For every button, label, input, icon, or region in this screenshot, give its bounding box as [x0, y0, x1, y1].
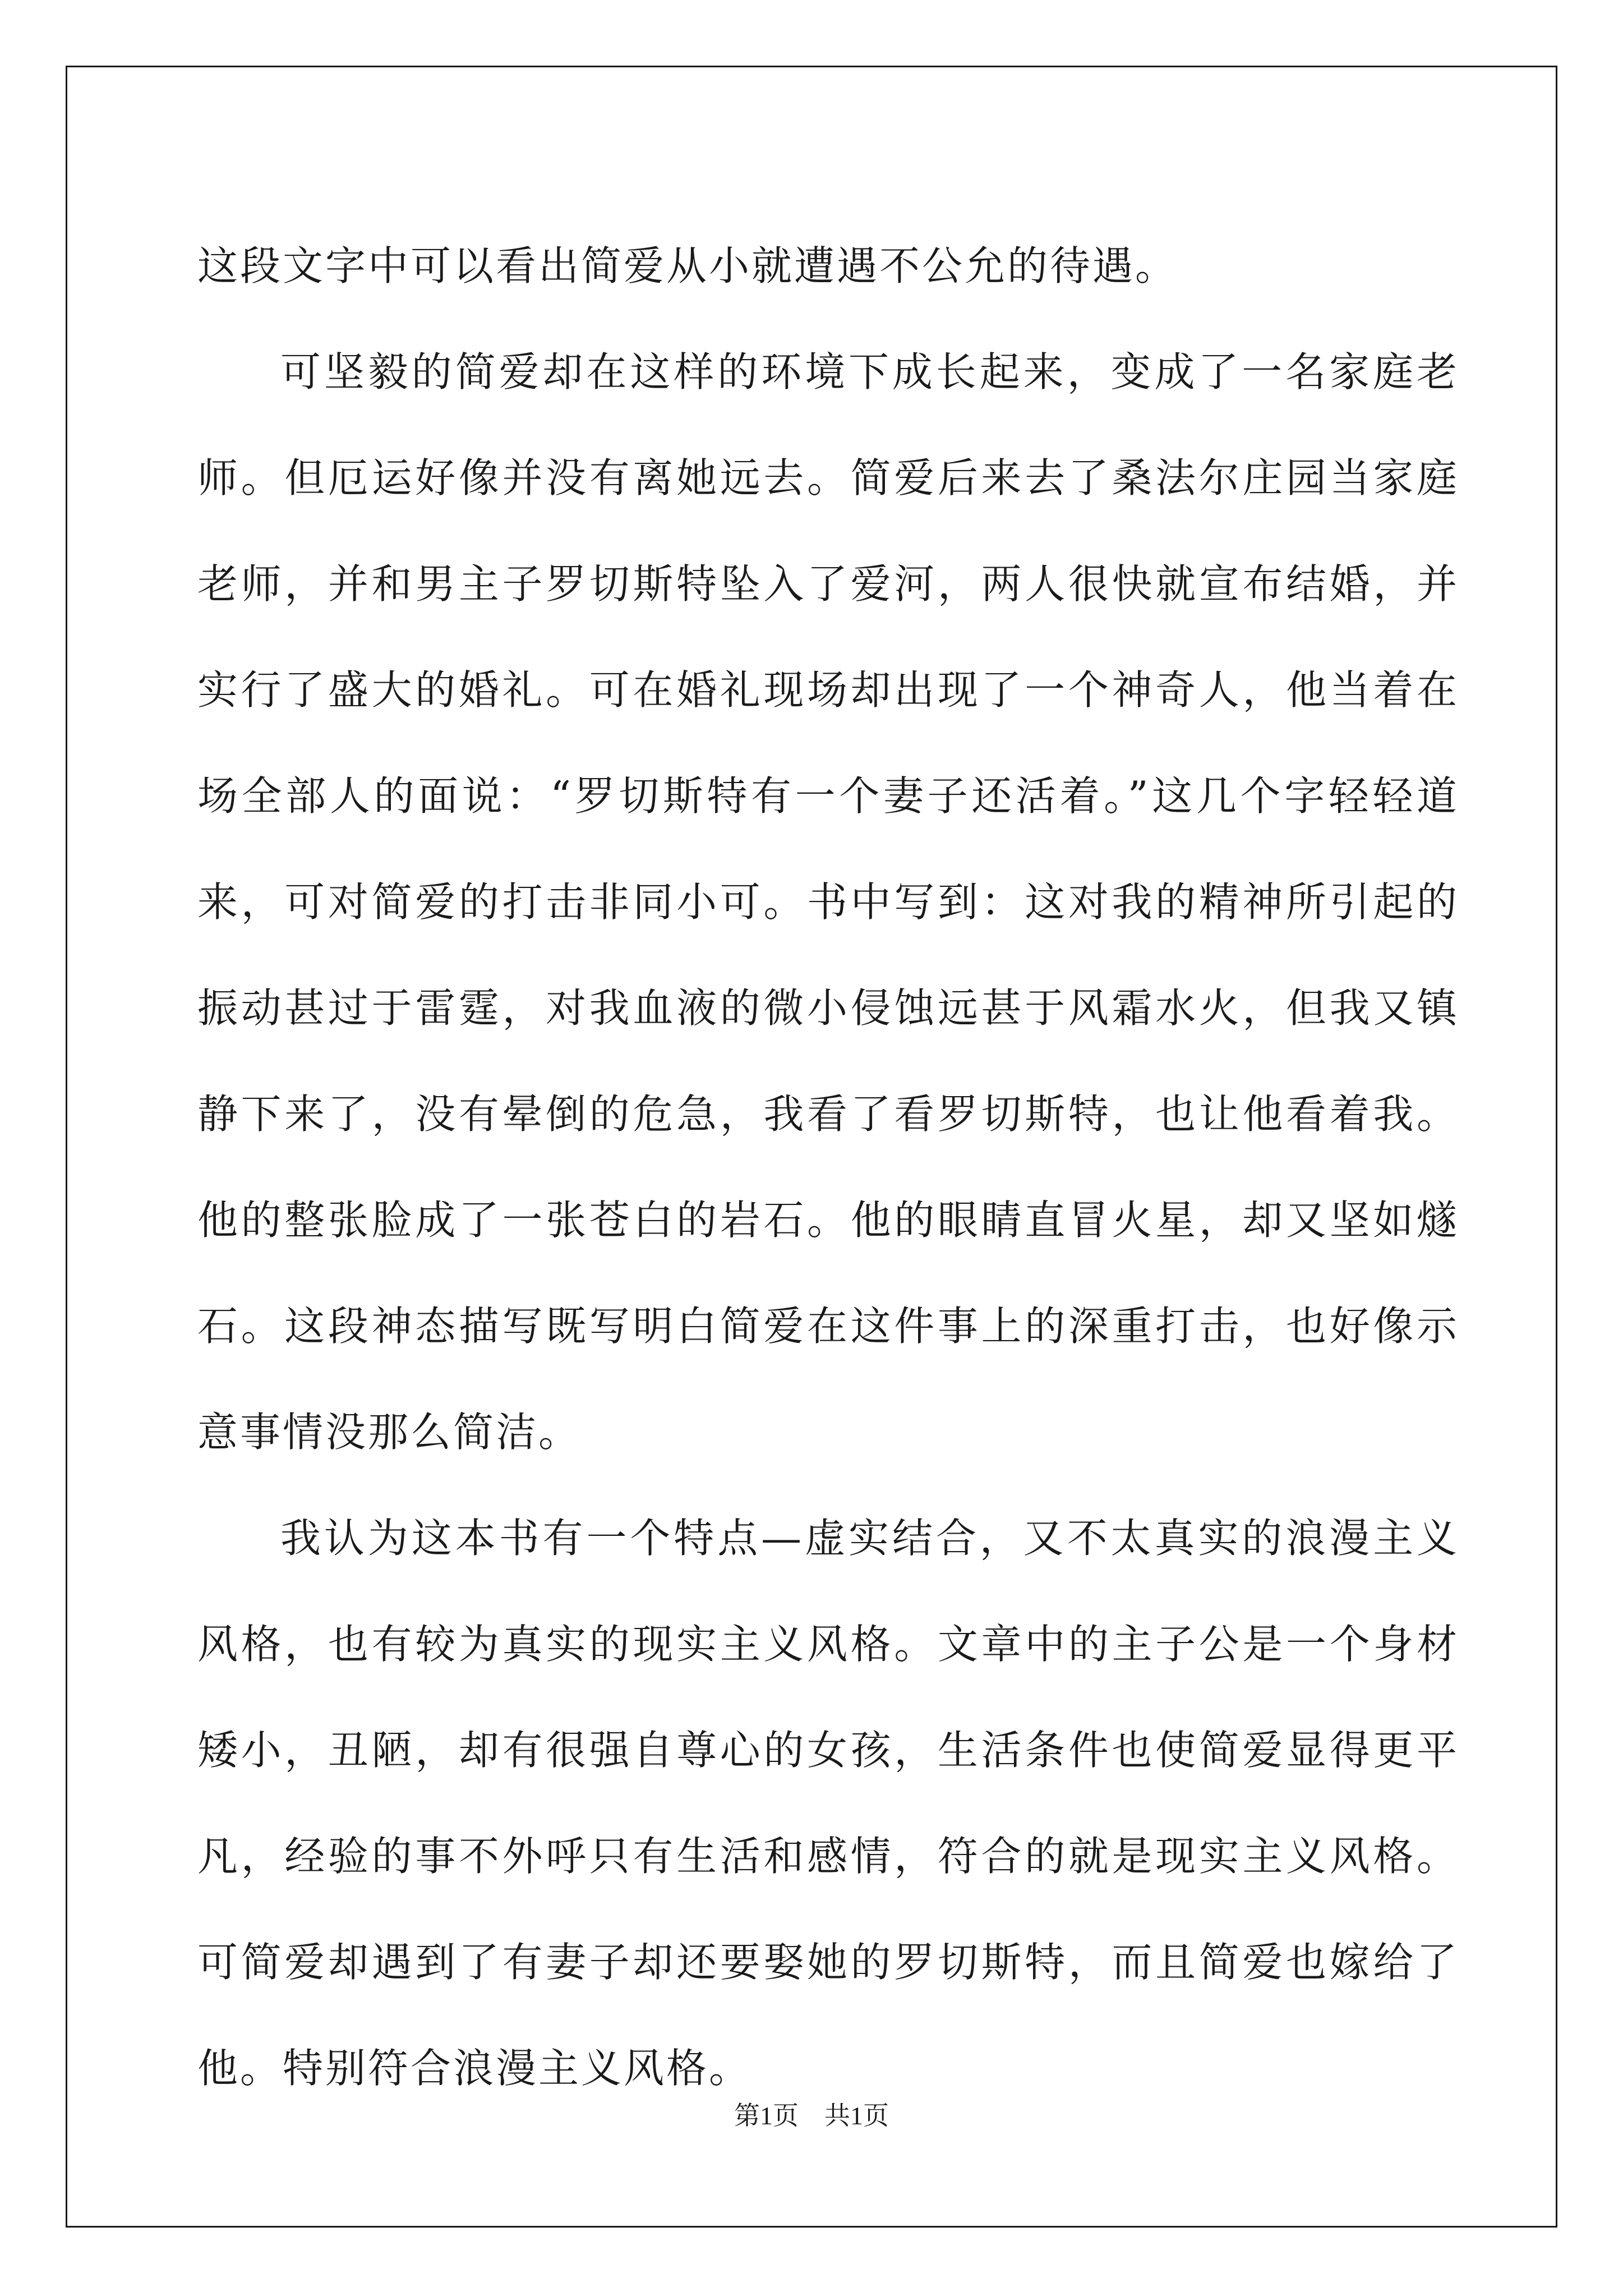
- page-total: 共1页: [824, 2101, 889, 2130]
- page-footer: [0, 2095, 1623, 2132]
- document-body: [197, 213, 1459, 2122]
- paragraph-3: 我认为这本书有一个特点—虚实结合，又不太真实的浪漫主义风格，也有较为真实的现实主义风格。文章中的主子公是一个身材矮小，丑陋，却有很强自尊心的女孩，生活条件也使简爱显得更平凡，经验的事不外呼只有生活和感情，符合的就是现实主义风格。可简爱却遇到了有妻子却还要娶她的罗切斯特，而且简爱也嫁给了他。特别符合浪漫主义风格。: [197, 1515, 1459, 2092]
- paragraph-1: 这段文字中可以看出简爱从小就遭遇不公允的待遇。: [197, 242, 1178, 289]
- page-number: 第1页: [734, 2101, 799, 2130]
- paragraph-2: 可坚毅的简爱却在这样的环境下成长起来，变成了一名家庭老师。但厄运好像并没有离她远去。简爱后来去了桑法尔庄园当家庭老师，并和男主子罗切斯特坠入了爱河，两人很快就宣布结婚，并实行了盛大的婚礼。可在婚礼现场却出现了一个神奇人，他当着在场全部人的面说：“罗切斯特有一个妻子还活着。”这几个字轻轻道来，可对简爱的打击非同小可。书中写到：这对我的精神所引起的振动甚过于雷霆，对我血液的微小侵蚀远甚于风霜水火，但我又镇静下来了，没有晕倒的危急，我看了看罗切斯特，也让他看着我。他的整张脸成了一张苍白的岩石。他的眼睛直冒火星，却又坚如燧石。这段神态描写既写明白简爱在这件事上的深重打击，也好像示意事情没那么简洁。: [197, 348, 1459, 1456]
